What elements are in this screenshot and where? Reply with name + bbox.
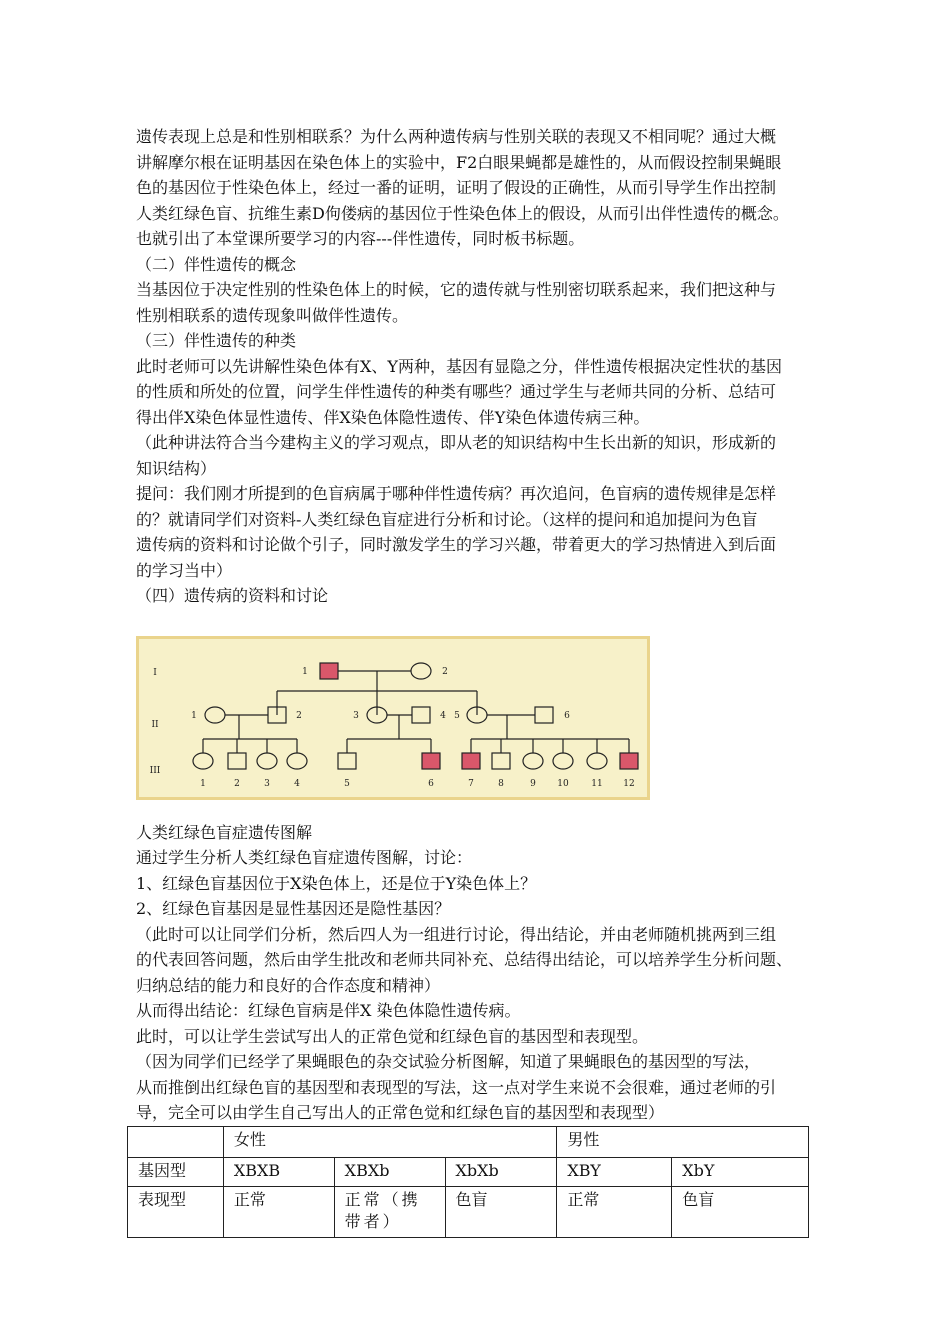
male-square [492,753,510,769]
female-circle [587,753,607,769]
text-line: 此时，可以让学生尝试写出人的正常色觉和红绿色盲的基因型和表现型。 [136,1026,649,1046]
male-square [338,753,356,769]
text-line: 人类红绿色盲、抗维生素D佝偻病的基因位于性染色体上的假设，从而引出伴性遗传的概念。 [136,203,789,223]
individual-number: 2 [296,710,302,721]
pedigree-figure [136,636,650,800]
individual-number: 1 [200,778,206,789]
paragraphs-top [136,124,816,609]
male-square [228,753,246,769]
text-line: 当基因位于决定性别的性染色体上的时候，它的遗传就与性别密切联系起来，我们把这种与 [136,280,777,299]
affected-male-square [620,753,638,769]
female-circle [553,753,573,769]
text-line: 讲解摩尔根在证明基因在染色体上的实验中，F2白眼果蝇都是雄性的，从而假设控制果蝇眼 [136,152,782,172]
text-line: （此种讲法符合当今建构主义的学习观点，即从老的知识结构中生长出新的知识，形成新的 [136,433,777,452]
generation-label: III [149,765,161,776]
individual-number: 3 [353,710,359,721]
text-line: 此时老师可以先讲解性染色体有X、Y两种，基因有显隐之分，伴性遗传根据决定性状的基因 [136,356,782,376]
text-line: 的性质和所处的位置，问学生伴性遗传的种类有哪些？通过学生与老师共同的分析、总结可 [136,382,777,401]
generation-label: II [151,719,159,730]
individual-number: 7 [468,778,474,789]
text-line: 2、红绿色盲基因是显性基因还是隐性基因？ [136,899,451,918]
individual-number: 5 [454,710,460,721]
text-line: 性别相联系的遗传现象叫做伴性遗传。 [136,305,409,325]
pedigree-chart [139,639,647,797]
text-line: （因为同学们已经学了果蝇眼色的杂交试验分析图解，知道了果蝇眼色的基因型的写法， [136,1052,761,1071]
individual-number: 11 [591,778,603,789]
table-cell: 色盲 [445,1186,557,1237]
table-cell: 正常（携带者） [334,1186,445,1237]
female-circle [287,753,307,769]
table-cell: XBXb [334,1157,445,1186]
text-line: 通过学生分析人类红绿色盲症遗传图解，讨论： [136,848,473,867]
paragraphs-bottom [136,820,816,1126]
text-line: 遗传表现上总是和性别相联系？为什么两种遗传病与性别关联的表现又不相同呢？通过大概 [136,127,777,146]
section-heading: （二）伴性遗传的概念 [136,254,297,274]
male-square [535,707,553,723]
individual-number: 2 [442,666,448,677]
female-circle [411,663,431,679]
affected-male-square [462,753,480,769]
female-circle [257,753,277,769]
text-line: 从而得出结论：红绿色盲病是伴X 染色体隐性遗传病。 [136,1001,521,1020]
table-row-genotype [128,1157,809,1186]
female-circle [205,707,225,723]
text-line: 的学习当中） [136,560,233,580]
affected-male-square [422,753,440,769]
table-cell: 正常 [223,1186,334,1237]
text-line: 的？就请同学们对资料-人类红绿色盲症进行分析和讨论。（这样的提问和追加提问为色盲 [136,509,758,529]
table-header-row [128,1126,809,1157]
table-cell: 正常 [557,1186,672,1237]
female-circle [193,753,213,769]
female-circle [523,753,543,769]
text-line: 得出伴X染色体显性遗传、伴X染色体隐性遗传、伴Y染色体遗传病三种。 [136,407,650,427]
genotype-phenotype-table [127,1126,809,1238]
row-label: 基因型 [128,1157,224,1186]
affected-male-square [320,663,338,679]
individual-number: 9 [530,778,536,789]
row-label: 表现型 [128,1186,224,1237]
table-cell: XbXb [445,1157,557,1186]
table-row-phenotype [128,1186,809,1237]
text-line: 提问：我们刚才所提到的色盲病属于哪种伴性遗传病？再次追问，色盲病的遗传规律是怎样 [136,484,777,503]
table-corner-cell [128,1126,224,1157]
individual-number: 6 [428,778,434,789]
text-line: 1、红绿色盲基因位于X染色体上，还是位于Y染色体上？ [136,873,537,893]
table-cell: XBXB [223,1157,334,1186]
generation-label: I [153,667,157,678]
table-cell: 色盲 [672,1186,809,1237]
individual-number: 5 [344,778,350,789]
text-line: 知识结构） [136,458,217,478]
individual-number: 1 [302,666,308,677]
document-page [136,124,816,1238]
male-square [412,707,430,723]
individual-number: 4 [294,778,300,789]
text-line: 的代表回答问题，然后由学生批改和老师共同补充、总结得出结论，可以培养学生分析问题、 [136,950,793,969]
individual-number: 6 [564,710,570,721]
individual-number: 4 [440,710,446,721]
header-female: 女性 [223,1126,557,1157]
individual-number: 1 [191,710,197,721]
individual-number: 3 [264,778,270,789]
table-cell: XbY [672,1157,809,1186]
figure-caption: 人类红绿色盲症遗传图解 [136,822,313,842]
text-line: 归纳总结的能力和良好的合作态度和精神） [136,975,441,995]
table-cell: XBY [557,1157,672,1186]
text-line: 从而推倒出红绿色盲的基因型和表现型的写法，这一点对学生来说不会很难，通过老师的引 [136,1077,777,1097]
text-line: 也就引出了本堂课所要学习的内容---伴性遗传，同时板书标题。 [136,229,585,248]
individual-number: 10 [557,778,569,789]
individual-number: 12 [623,778,635,789]
text-line: 导，完全可以由学生自己写出人的正常色觉和红绿色盲的基因型和表现型） [136,1103,665,1122]
individual-number: 8 [498,778,504,789]
individual-number: 2 [234,778,240,789]
header-male: 男性 [557,1126,809,1157]
section-heading: （三）伴性遗传的种类 [136,331,297,350]
text-line: （此时可以让同学们分析，然后四人为一组进行讨论，得出结论，并由老师随机挑两到三组 [136,924,777,944]
text-line: 色的基因位于性染色体上，经过一番的证明，证明了假设的正确性，从而引导学生作出控制 [136,178,777,197]
text-line: 遗传病的资料和讨论做个引子，同时激发学生的学习兴趣，带着更大的学习热情进入到后面 [136,535,777,554]
section-heading: （四）遗传病的资料和讨论 [136,586,329,605]
